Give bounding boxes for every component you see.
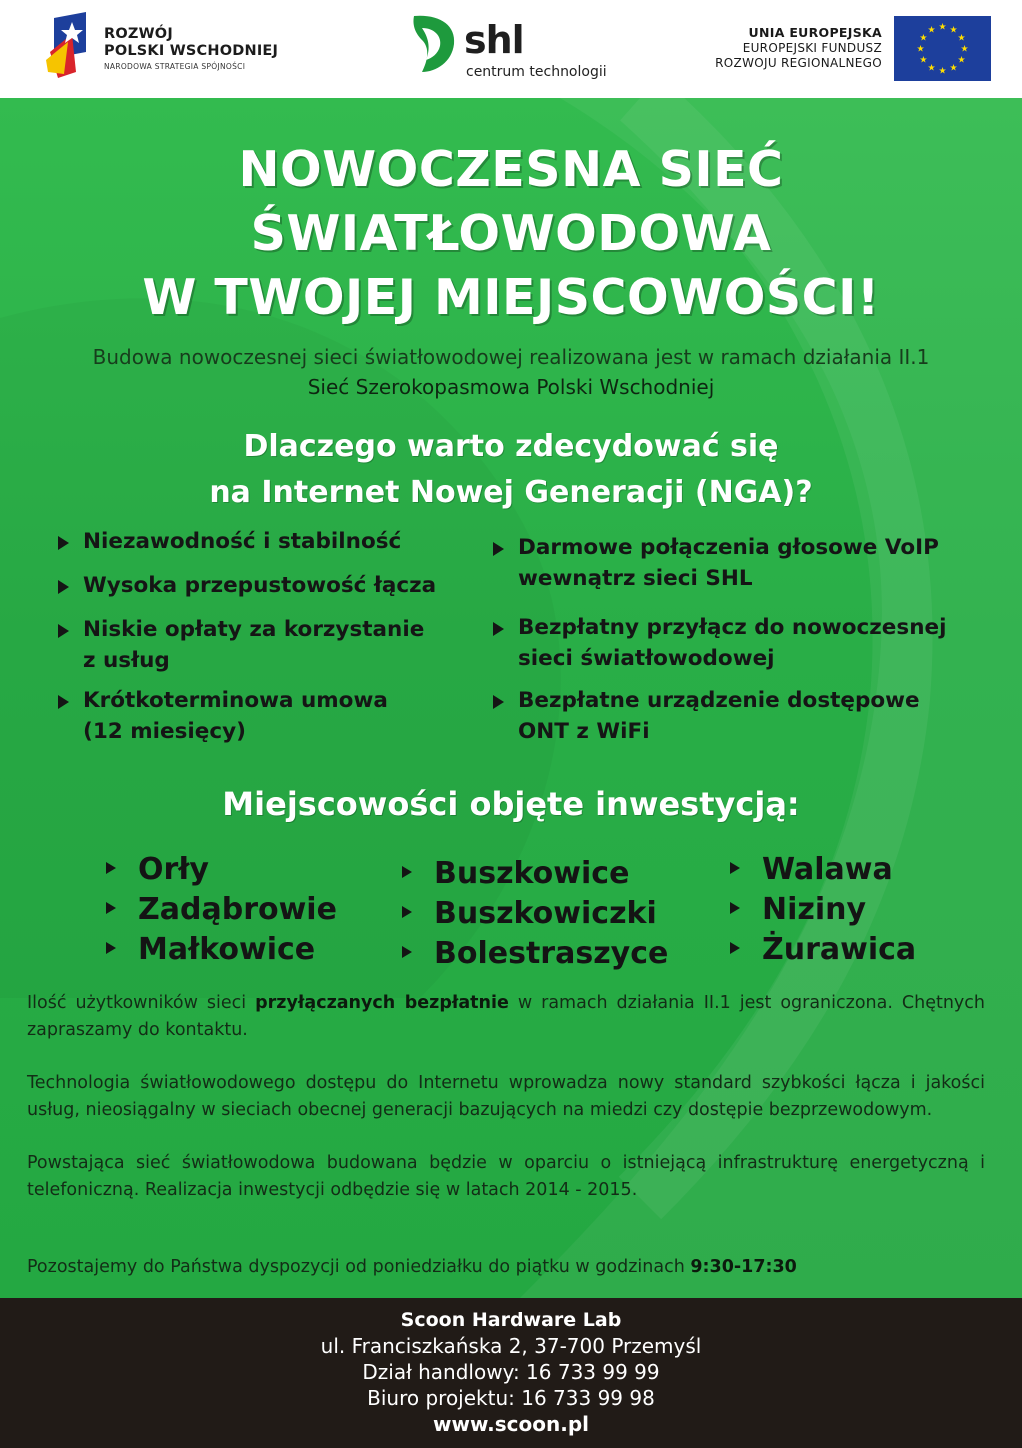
benefit-text: Niskie opłaty za korzystanie [83, 617, 425, 642]
bullet-triangle-icon [106, 942, 116, 954]
shl-tagline: centrum technologii [466, 64, 607, 80]
benefit-text: Krótkoterminowa umowa [83, 688, 388, 713]
benefit-text: Niezawodność i stabilność [83, 529, 402, 554]
location-name: Zadąbrowie [138, 892, 337, 927]
benefit-item [58, 614, 424, 676]
website-link[interactable]: www.scoon.pl [433, 1412, 589, 1436]
company-address: ul. Franciszkańska 2, 37-700 Przemyśl [320, 1334, 702, 1358]
bullet-triangle-icon [402, 906, 412, 918]
location-name: Bolestraszyce [434, 936, 669, 971]
header [0, 0, 1022, 98]
headline-line1: NOWOCZESNA SIEĆ [238, 141, 784, 198]
rpw-title-line2: POLSKI WSCHODNIEJ [104, 43, 279, 59]
hours-text: Pozostajemy do Państwa dyspozycji od poniedziałku do piątku w godzinach [27, 1257, 691, 1277]
bullet-triangle-icon [58, 580, 69, 594]
eu-star-icon: ★ [938, 22, 947, 33]
eu-star-icon: ★ [949, 25, 958, 36]
location-item [402, 894, 657, 934]
bullet-triangle-icon [493, 622, 504, 636]
main-content [0, 98, 1022, 1298]
eu-fund-line2: ROZWOJU REGIONALNEGO [715, 56, 882, 70]
eu-star-icon: ★ [938, 66, 947, 77]
bullet-triangle-icon [402, 866, 412, 878]
office-phone: Biuro projektu: 16 733 99 98 [367, 1386, 655, 1410]
eu-star-icon: ★ [957, 55, 966, 66]
benefit-text-cont: ONT z WiFi [518, 719, 650, 744]
benefit-item [493, 685, 920, 747]
benefit-text: Bezpłatne urządzenie dostępowe [518, 688, 920, 713]
benefit-item [58, 526, 401, 557]
location-item [402, 934, 668, 974]
benefit-item [58, 685, 388, 747]
shl-logo [408, 14, 618, 86]
benefit-item [493, 612, 946, 674]
subheading-line2: Sieć Szerokopasmowa Polski Wschodniej [307, 375, 715, 399]
contact-hours [27, 1254, 797, 1280]
why-heading-line2: na Internet Nowej Generacji (NGA)? [209, 475, 813, 510]
company-name: Scoon Hardware Lab [400, 1309, 622, 1331]
eu-fund-line1: EUROPEJSKI FUNDUSZ [742, 41, 882, 55]
benefit-text-cont: sieci światłowodowej [518, 646, 775, 671]
location-item [402, 854, 629, 894]
bullet-triangle-icon [493, 542, 504, 556]
location-item [106, 930, 315, 970]
benefit-item [493, 532, 939, 594]
location-item [730, 850, 893, 890]
eu-star-icon: ★ [919, 55, 928, 66]
shl-brand-name: shl [464, 18, 524, 62]
location-name: Buszkowiczki [434, 896, 657, 931]
infrastructure-paragraph: Powstająca sieć światłowodowa budowana będzie w oparciu o istniejącą infrastrukturę energetyczną i telefoniczną. Realizacja inwestycji odbędzie się w latach 2014 - 2015. [27, 1153, 985, 1200]
bullet-triangle-icon [58, 695, 69, 709]
locations-heading: Miejscowości objęte inwestycją: [222, 785, 800, 823]
headline-line3: W TWOJEJ MIEJSCOWOŚCI! [142, 269, 880, 326]
rpw-subtitle: NARODOWA STRATEGIA SPÓJNOŚCI [104, 62, 246, 71]
location-item [730, 930, 916, 970]
bullet-triangle-icon [402, 946, 412, 958]
benefit-text-cont: wewnątrz sieci SHL [518, 566, 753, 591]
benefit-text: Bezpłatny przyłącz do nowoczesnej [518, 615, 947, 640]
location-name: Żurawica [762, 932, 917, 967]
eu-flag-icon [894, 16, 991, 81]
footer [0, 1298, 1022, 1448]
shl-leaf-icon [408, 14, 458, 74]
rozwoj-polski-wschodniej-logo [46, 12, 296, 78]
rpw-text-block [104, 26, 278, 71]
technology-paragraph: Technologia światłowodowego dostępu do Internetu wprowadza nowy standard szybkości łącza i jakości usług, nieosiągalny w sieciach obecnej generacji bazujących na miedzi czy dostępie bezprzewodowym. [27, 1073, 985, 1120]
subheading-line1: Budowa nowoczesnej sieci światłowodowej realizowana jest w ramach działania II.1 [92, 345, 930, 369]
eu-star-icon: ★ [927, 25, 936, 36]
location-name: Niziny [762, 892, 867, 927]
bullet-triangle-icon [730, 902, 740, 914]
benefit-item [58, 570, 436, 601]
bullet-triangle-icon [493, 695, 504, 709]
rpw-emblem-icon [46, 12, 90, 78]
eu-text-block [715, 24, 882, 71]
p1-bold-text: przyłączanych bezpłatnie [255, 993, 509, 1013]
program-subheading [0, 342, 1022, 402]
eu-star-icon: ★ [957, 33, 966, 44]
bullet-triangle-icon [106, 862, 116, 874]
bullet-triangle-icon [106, 902, 116, 914]
bullet-triangle-icon [730, 862, 740, 874]
location-name: Walawa [762, 852, 893, 887]
eu-star-icon: ★ [919, 33, 928, 44]
location-item [106, 890, 337, 930]
location-name: Buszkowice [434, 856, 630, 891]
eu-star-icon: ★ [916, 44, 925, 55]
bullet-triangle-icon [58, 624, 69, 638]
location-name: Małkowice [138, 932, 316, 967]
why-heading [0, 424, 1022, 516]
headline-line2: ŚWIATŁOWODOWA [250, 205, 772, 262]
eu-star-icon: ★ [949, 63, 958, 74]
location-name: Orły [138, 852, 209, 887]
benefit-text-cont: z usług [83, 648, 170, 673]
location-item [106, 850, 209, 890]
p1-text-end: w ramach działania II.1 jest ograniczona. Chętnych zapraszamy do kontaktu. [27, 993, 985, 1040]
benefit-text-cont: (12 miesięcy) [83, 719, 246, 744]
location-item [730, 890, 866, 930]
benefit-text: Wysoka przepustowość łącza [83, 573, 437, 598]
rpw-title-line1: ROZWÓJ [104, 26, 173, 42]
limited-users-paragraph [27, 990, 985, 1044]
eu-star-icon: ★ [927, 63, 936, 74]
headline [0, 138, 1022, 330]
hours-time: 9:30-17:30 [690, 1257, 797, 1277]
eu-star-icon: ★ [960, 44, 969, 55]
p1-text-start: Ilość użytkowników sieci [27, 993, 256, 1013]
bullet-triangle-icon [58, 536, 69, 550]
why-heading-line1: Dlaczego warto zdecydować się [243, 429, 779, 464]
sales-phone: Dział handlowy: 16 733 99 99 [362, 1360, 660, 1384]
eu-title: UNIA EUROPEJSKA [748, 25, 882, 40]
bullet-triangle-icon [730, 942, 740, 954]
benefit-text: Darmowe połączenia głosowe VoIP [518, 535, 939, 560]
